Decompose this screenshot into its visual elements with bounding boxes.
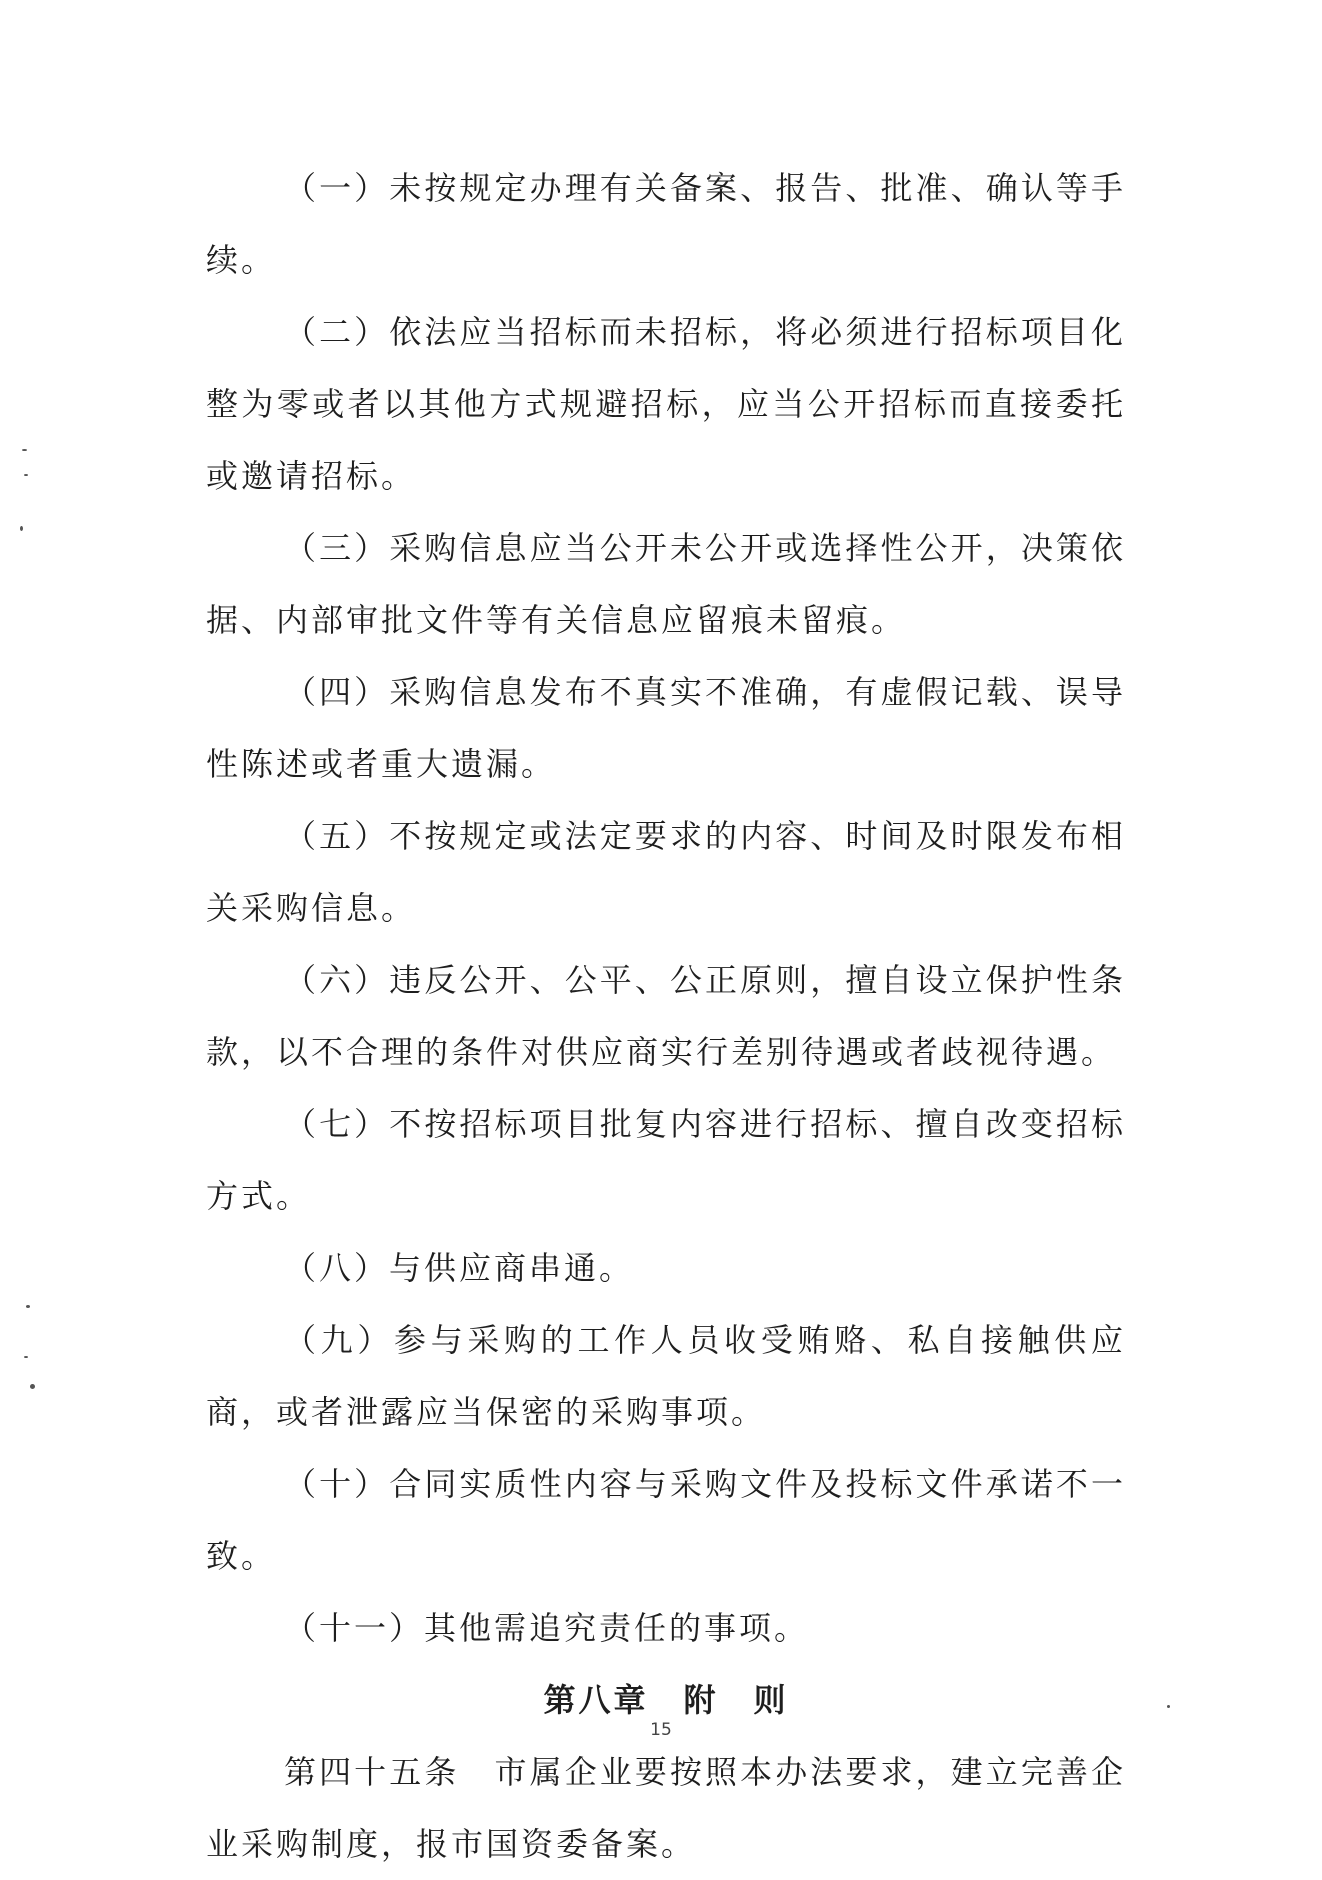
scan-speck <box>22 449 27 451</box>
page-number: 15 <box>650 1720 672 1740</box>
chapter-heading: 第八章 附 则 <box>543 1681 789 1719</box>
scan-speck <box>1167 1705 1170 1708</box>
clause-9: （九）参与采购的工作人员收受贿赂、私自接触供应商，或者泄露应当保密的采购事项。 <box>206 1321 1126 1431</box>
clause-4: （四）采购信息发布不真实不准确，有虚假记载、误导性陈述或者重大遗漏。 <box>206 673 1126 783</box>
clause-5: （五）不按规定或法定要求的内容、时间及时限发布相关采购信息。 <box>206 817 1126 927</box>
clause-3: （三）采购信息应当公开未公开或选择性公开，决策依据、内部审批文件等有关信息应留痕未留痕。 <box>206 529 1126 639</box>
scan-speck <box>26 1305 30 1308</box>
clause-7: （七）不按招标项目批复内容进行招标、擅自改变招标方式。 <box>206 1105 1126 1215</box>
article-45: 第四十五条 市属企业要按照本办法要求，建立完善企业采购制度，报市国资委备案。 <box>206 1753 1126 1863</box>
clause-8: （八）与供应商串通。 <box>284 1249 635 1287</box>
scan-speck <box>24 474 28 476</box>
document-body <box>206 152 1126 1880</box>
scan-speck <box>24 1356 28 1358</box>
clause-10: （十）合同实质性内容与采购文件及投标文件承诺不一致。 <box>206 1465 1126 1575</box>
clause-6: （六）违反公开、公平、公正原则，擅自设立保护性条款，以不合理的条件对供应商实行差别待遇或者歧视待遇。 <box>206 961 1126 1071</box>
scan-speck <box>20 526 23 531</box>
clause-2: （二）依法应当招标而未招标，将必须进行招标项目化整为零或者以其他方式规避招标，应当公开招标而直接委托或邀请招标。 <box>206 313 1126 495</box>
clause-1: （一）未按规定办理有关备案、报告、批准、确认等手续。 <box>206 169 1126 279</box>
clause-11: （十一）其他需追究责任的事项。 <box>284 1609 810 1647</box>
scan-speck <box>30 1384 35 1389</box>
